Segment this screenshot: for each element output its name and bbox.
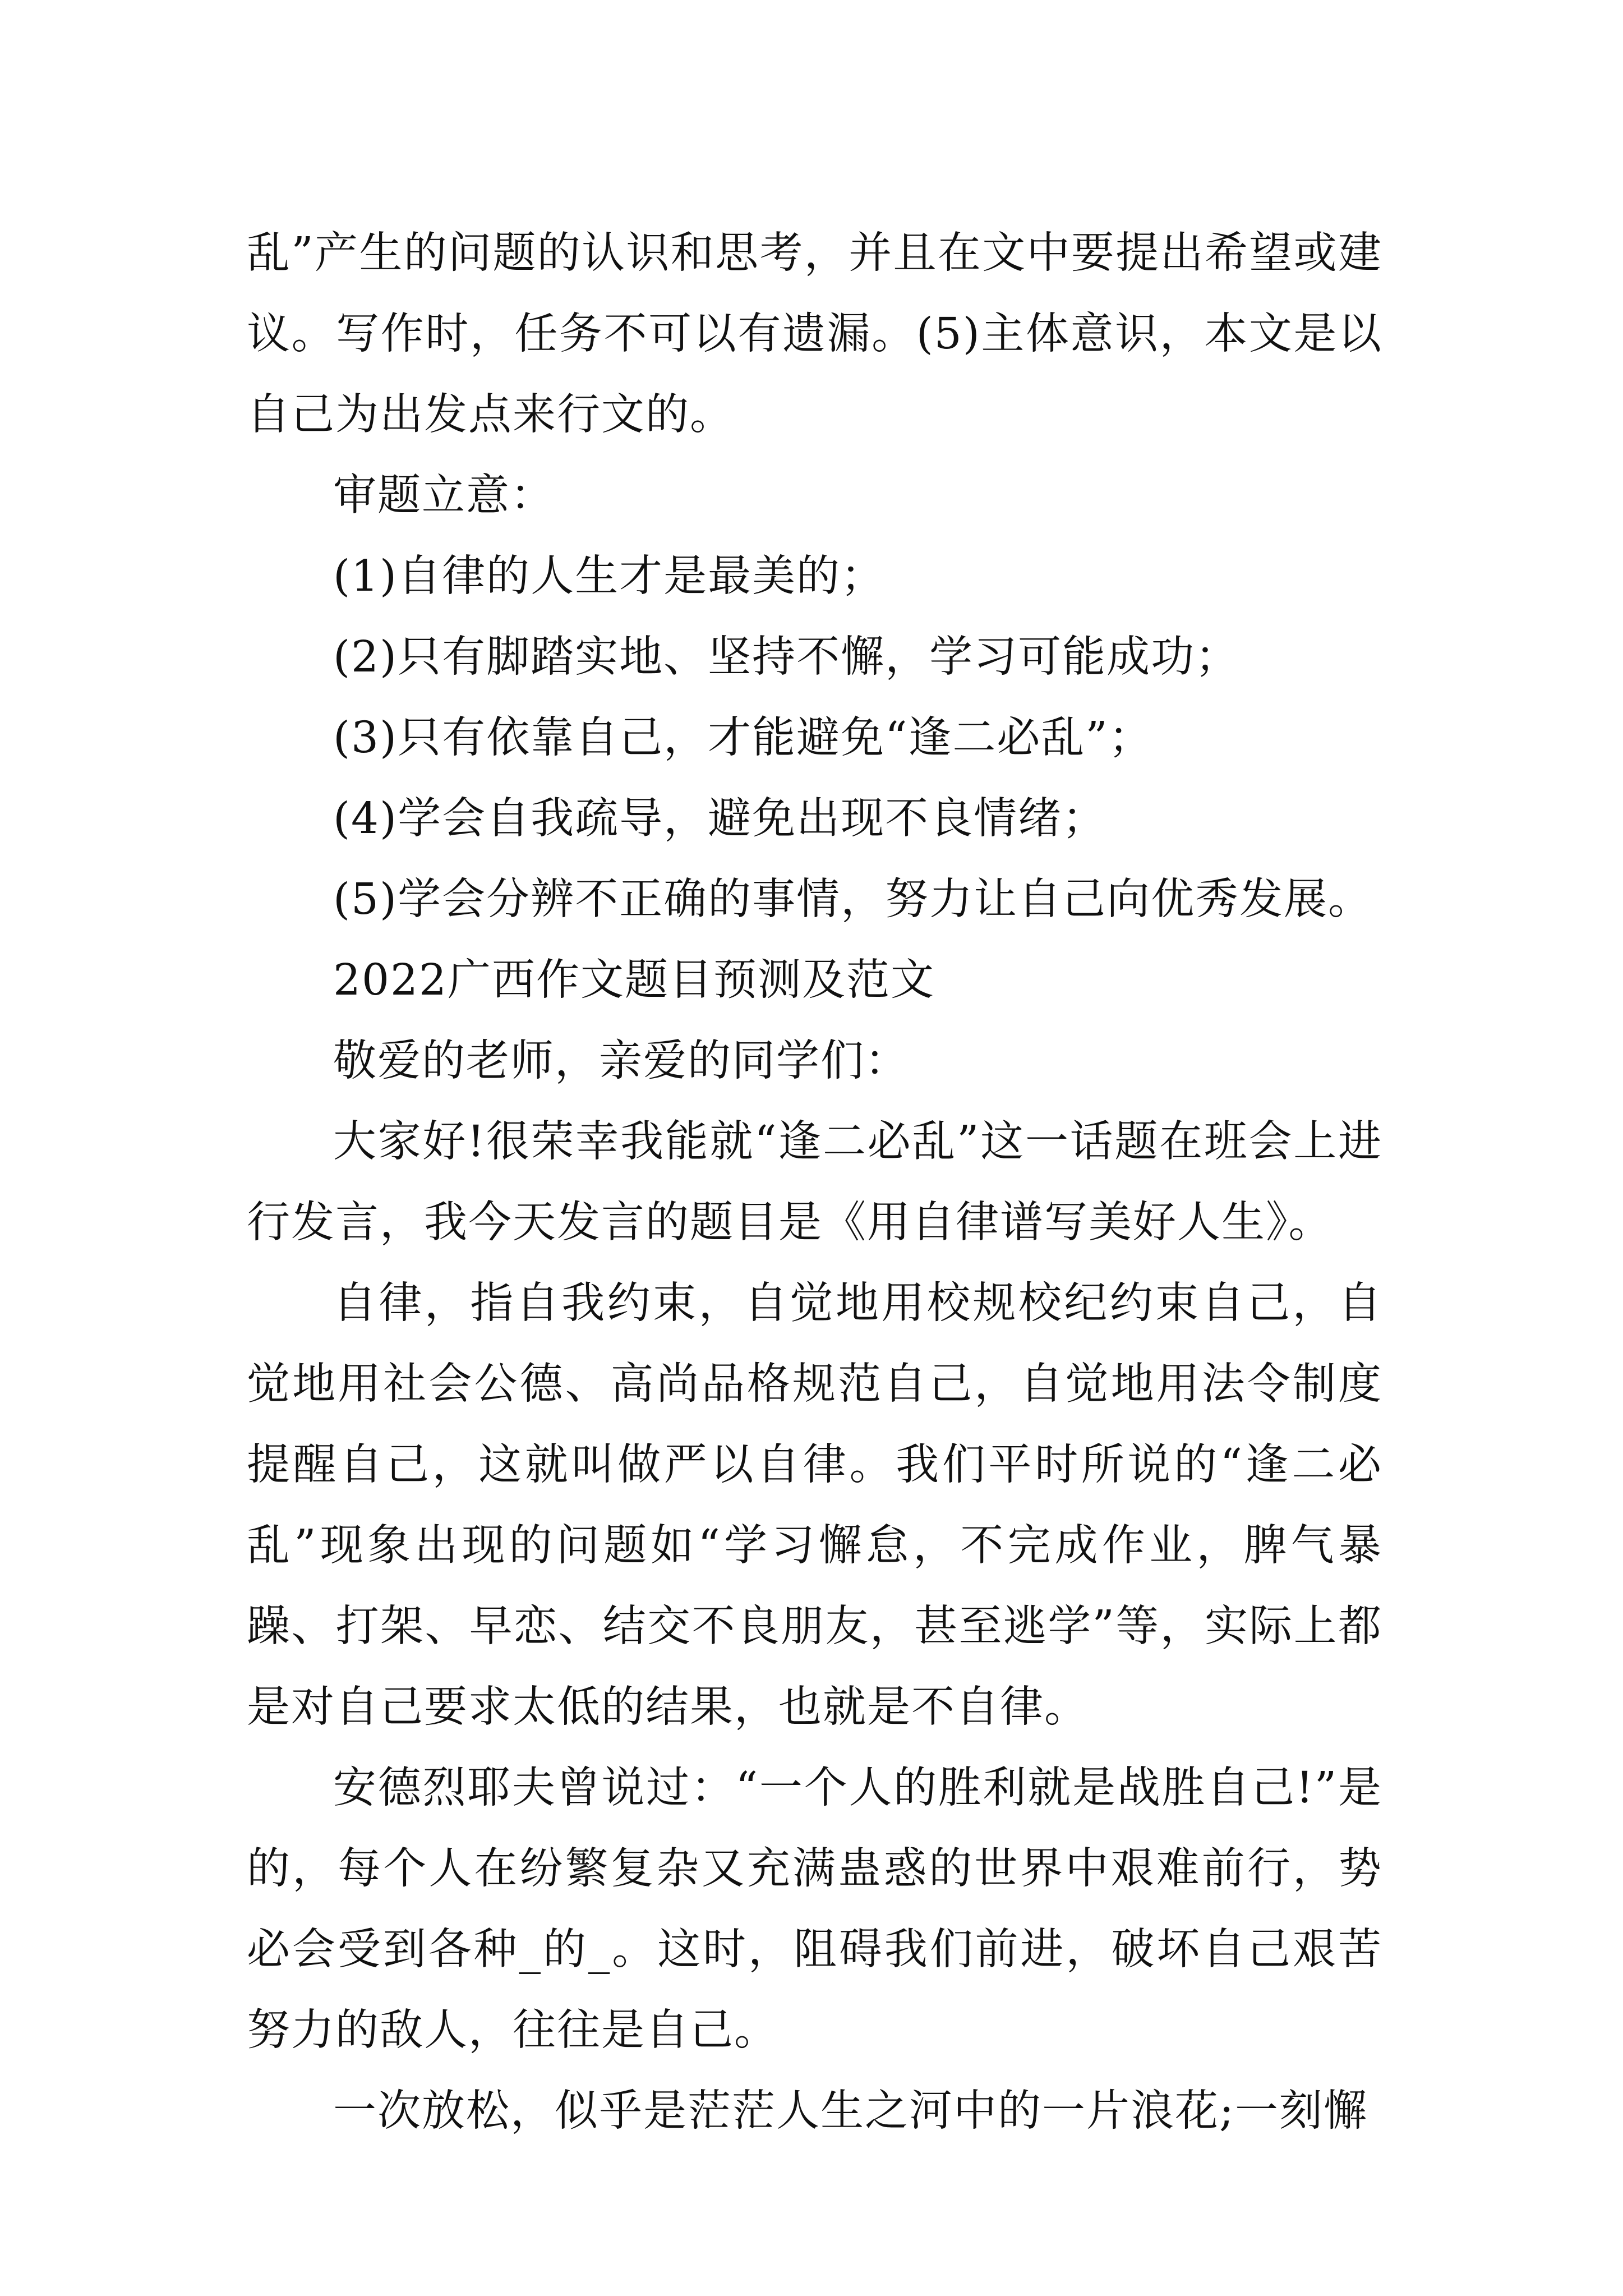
document-body <box>247 213 1382 2152</box>
paragraph-13: 一次放松，似乎是茫茫人生之河中的一片浪花;一刻懈 <box>333 2086 1368 2136</box>
paragraph-2: 审题立意： <box>333 471 555 521</box>
paragraph-6: (4)学会自我疏导，避免出现不良情绪； <box>333 794 1107 844</box>
paragraph-5: (3)只有依靠自己，才能避免“逢二必乱”； <box>333 713 1153 763</box>
paragraph-4: (2)只有脚踏实地、坚持不懈，学习可能成功； <box>333 632 1240 682</box>
paragraph-7: (5)学会分辨不正确的事情，努力让自己向优秀发展。 <box>333 875 1373 924</box>
paragraph-3: (1)自律的人生才是最美的； <box>333 551 886 601</box>
paragraph-12: 安德烈耶夫曾说过：“一个人的胜利就是战胜自己!”是的，每个人在纷繁复杂又充满蛊惑的世界中艰难前行，势必会受到各种_的_。这时，阻碍我们前进，破坏自己艰苦努力的敌人，往往是自己。 <box>247 1763 1382 2055</box>
paragraph-1: 乱”产生的问题的认识和思考，并且在文中要提出希望或建议。写作时，任务不可以有遗漏。(5)主体意识，本文是以自己为出发点来行文的。 <box>247 228 1382 440</box>
paragraph-8: 2022广西作文题目预测及范文 <box>333 955 935 1005</box>
paragraph-9: 敬爱的老师，亲爱的同学们： <box>333 1036 909 1086</box>
paragraph-11: 自律，指自我约束，自觉地用校规校纪约束自己，自觉地用社会公德、高尚品格规范自己，自觉地用法令制度提醒自己，这就叫做严以自律。我们平时所说的“逢二必乱”现象出现的问题如“学习懈怠，不完成作业，脾气暴躁、打架、早恋、结交不良朋友，甚至逃学”等，实际上都是对自己要求太低的结果，也就是不自律。 <box>247 1278 1382 1732</box>
paragraph-10: 大家好!很荣幸我能就“逢二必乱”这一话题在班会上进行发言，我今天发言的题目是《用自律谱写美好人生》。 <box>247 1117 1382 1248</box>
